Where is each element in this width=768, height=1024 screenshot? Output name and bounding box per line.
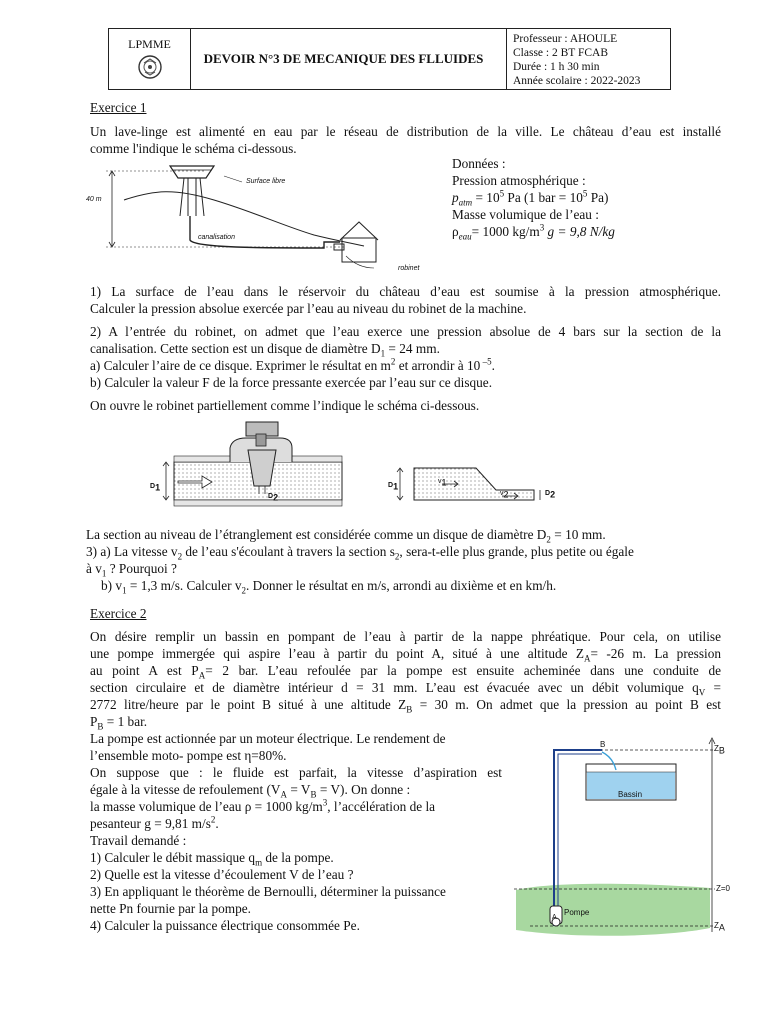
subscript: 2 — [273, 492, 279, 503]
text-run: = 30 m. On admet que la pression au point B est — [412, 697, 721, 712]
text-run: = 1 bar. — [103, 714, 148, 729]
subscript: B — [310, 789, 317, 800]
ex1-q2-line — [90, 341, 440, 358]
text-run: de l’eau s'écoulant à travers la section s — [182, 544, 395, 559]
text-run: D — [268, 493, 274, 500]
ex2-p2-line — [90, 799, 435, 816]
text-run: D — [388, 482, 394, 489]
exponent: 2 — [390, 356, 396, 367]
exponent: –5 — [480, 356, 492, 367]
ex1-intro-line: comme l'indique le schéma ci-dessous. — [90, 141, 297, 156]
fig2-d1-right-label — [388, 481, 399, 492]
fig1-surface-label: Surface libre — [246, 178, 286, 185]
subscript: 1 — [122, 585, 127, 596]
subscript: A — [584, 653, 591, 664]
fig1-robinet-label: robinet — [398, 265, 420, 272]
subscript: 1 — [393, 481, 399, 492]
text-run: pesanteur g = 9,81 m/s — [90, 816, 211, 831]
school-emblem-icon — [137, 54, 163, 80]
ex2-work-q1 — [90, 850, 334, 867]
fig3-a-label: A — [552, 914, 557, 921]
text-run: D — [545, 490, 551, 497]
school-name: LPMME — [128, 37, 171, 51]
ex2-p2-line: On suppose que : le fluide est parfait, la vitesse d’aspiration est — [90, 765, 502, 780]
text-run: au point A est P — [90, 663, 199, 678]
ex1-q3a-line — [86, 544, 634, 561]
text-run: = 1,3 m/s. Calculer v — [126, 578, 242, 593]
subscript: 2 — [503, 489, 509, 500]
rho-exponent: 3 — [539, 222, 545, 233]
subscript: B — [97, 721, 104, 732]
patm-rest: = 10 — [472, 190, 500, 205]
subscript: 1 — [155, 482, 161, 493]
text-run: 2772 litre/heure par le point B situé à une altitude Z — [90, 697, 407, 712]
ex1-q2a-line — [90, 358, 495, 375]
ex2-p1-line — [90, 697, 721, 714]
text-run: = 10 mm. — [550, 527, 606, 542]
ex1-q3a-line2 — [86, 561, 177, 578]
subscript: 2 — [394, 551, 400, 562]
ex2-p1-line: On désire remplir un bassin en pompant de l’eau à partir de la nappe phréatique. Pour cela, on utilise — [90, 629, 721, 644]
fig3-bassin-label: Bassin — [618, 790, 643, 799]
ex2-p2-line: La pompe est actionnée par un moteur électrique. Le rendement de — [90, 731, 446, 746]
fig3-zb-label — [714, 744, 725, 756]
subscript: 1 — [380, 348, 386, 359]
text-run: de la pompe. — [262, 850, 334, 865]
text-run: canalisation. Cette section est un disque de diamètre D — [90, 341, 381, 356]
fig3-za-label — [714, 921, 725, 933]
text-run: b) v — [101, 578, 123, 593]
ex2-p1-line — [90, 646, 721, 663]
text-run: = -26 m. La pression — [590, 646, 721, 661]
water-tower-diagram — [84, 160, 434, 272]
subscript: 2 — [550, 489, 556, 500]
text-run: Z — [714, 744, 719, 753]
text-run: et arrondir à 10 — [395, 358, 481, 373]
fig3-z0-label: Z=0 — [716, 884, 731, 893]
ex2-p2-line — [90, 816, 219, 833]
fig2-d2-right-label — [545, 489, 556, 500]
text-run: à v — [86, 561, 102, 576]
text-run: P — [90, 714, 98, 729]
text-run: section circulaire et de diamètre intérieur d = 31 mm. L’eau est évacuée avec un débit volumique q — [90, 680, 699, 695]
faucet-diagram — [142, 420, 562, 510]
fig1-canal-label: canalisation — [198, 234, 235, 241]
ex2-p2-line: l’ensemble moto- pompe est η=80%. — [90, 748, 287, 763]
document-title: DEVOIR N°3 DE MECANIQUE DES FLLUIDES — [191, 29, 507, 89]
rho-symbol: ρ — [452, 224, 459, 239]
info-line: Classe : 2 BT FCAB — [513, 47, 608, 59]
text-run: , l’accélération de la — [327, 799, 436, 814]
info-line: Durée : 1 h 30 min — [513, 61, 600, 73]
ex2-p1-line — [90, 714, 147, 731]
school-cell — [109, 29, 191, 89]
text-run: = V — [287, 782, 311, 797]
patm-subscript: atm — [458, 197, 473, 208]
text-run: 3) a) La vitesse v — [86, 544, 178, 559]
patm-symbol: p — [452, 190, 459, 205]
donnees-rho-value — [452, 224, 615, 241]
info-line: Professeur : AHOULE — [513, 33, 618, 45]
subscript: B — [406, 704, 413, 715]
text-run: v — [438, 478, 442, 485]
fig3-b-label: B — [600, 740, 606, 749]
ex2-work-title: Travail demandé : — [90, 833, 187, 848]
subscript: 2 — [546, 534, 551, 545]
fig1-height-label: 40 m — [86, 196, 102, 203]
text-run: = — [705, 680, 721, 695]
exponent: 3 — [322, 797, 328, 808]
subscript: A — [198, 670, 206, 681]
g-value: g = 9,8 N/kg — [544, 224, 615, 239]
subscript: A — [280, 789, 287, 800]
text-run: , sera-t-elle plus grande, plus petite ou égale — [399, 544, 634, 559]
text-run: v — [500, 490, 504, 497]
text-run: une pompe immergée qui aspire l’eau à partir du point A, situé à une altitude Z — [90, 646, 585, 661]
text-run: Z — [714, 921, 719, 930]
subscript: 2 — [241, 585, 247, 596]
subscript: B — [718, 745, 725, 756]
fig2-d1-label — [150, 482, 161, 493]
rho-subscript: eau — [458, 231, 472, 242]
ex1-q2b-line: b) Calculer la valeur F de la force pressante exercée par l’eau sur ce disque. — [90, 375, 493, 390]
exponent: 2 — [210, 814, 216, 825]
text-run: la masse volumique de l’eau ρ = 1000 kg/m — [90, 799, 323, 814]
ex1-q1-line: Calculer la pression absolue exercée par l’eau au niveau du robinet de la machine. — [90, 301, 527, 316]
text-run: La section au niveau de l’étranglement est considérée comme un disque de diamètre D — [86, 527, 547, 542]
ex1-q3-intro — [86, 527, 606, 544]
subscript: 2 — [177, 551, 183, 562]
exercise-2-heading: Exercice 2 — [90, 606, 147, 621]
pump-basin-diagram — [510, 732, 742, 944]
patm-end: Pa) — [587, 190, 609, 205]
ex2-work-q3: 3) En appliquant le théorème de Bernoulli, déterminer la puissance — [90, 884, 446, 899]
ex2-work-q3-cont: nette Pn fournie par la pompe. — [90, 901, 251, 916]
info-line: Année scolaire : 2022-2023 — [513, 75, 641, 87]
patm-exponent: 5 — [499, 188, 505, 199]
subscript: m — [255, 857, 263, 868]
ex2-work-q2: 2) Quelle est la vitesse d’écoulement V de l’eau ? — [90, 867, 354, 882]
donnees-patm-label: Pression atmosphérique : — [452, 173, 586, 188]
text-run: . — [215, 816, 219, 831]
fig2-d2-label — [268, 492, 279, 503]
text-run: ? Pourquoi ? — [106, 561, 177, 576]
donnees-patm-value — [452, 190, 608, 207]
patm-exponent: 5 — [582, 188, 588, 199]
ex2-p2-line — [90, 782, 410, 799]
ex1-q1-line: 1) La surface de l’eau dans le réservoir du château d’eau est soumise à la pression atmosphérique. — [90, 284, 721, 299]
text-run: 1) Calculer le débit massique q — [90, 850, 256, 865]
ex2-p1-line — [90, 663, 721, 680]
text-run: = V). On donne : — [316, 782, 411, 797]
header-table — [108, 28, 671, 90]
text-run: = 24 mm. — [385, 341, 440, 356]
info-cell — [507, 29, 670, 89]
text-run: a) Calculer l’aire de ce disque. Exprimer le résultat en m — [90, 358, 391, 373]
text-run: D — [150, 483, 156, 490]
donnees-title: Données : — [452, 156, 506, 171]
ex1-open-line: On ouvre le robinet partiellement comme l’indique le schéma ci-dessous. — [90, 398, 480, 413]
subscript: 1 — [101, 568, 107, 579]
text-run: = 2 bar. L’eau refoulée par la pompe est ensuite acheminée dans une conduite de — [205, 663, 721, 678]
ex1-intro-line: Un lave-linge est alimenté en eau par le réseau de distribution de la ville. Le château d’eau est installé — [90, 124, 721, 139]
text-run: . — [491, 358, 495, 373]
subscript: 1 — [441, 477, 447, 488]
subscript: V — [698, 687, 706, 698]
text-run: égale à la vitesse de refoulement (V — [90, 782, 281, 797]
rho-rest: = 1000 kg/m — [471, 224, 540, 239]
text-run: . Donner le résultat en m/s, arrondi au dixième et en km/h. — [246, 578, 557, 593]
exercise-1-heading: Exercice 1 — [90, 100, 147, 115]
fig2-v1-label — [438, 477, 447, 488]
ex2-work-q4: 4) Calculer la puissance électrique consommée Pe. — [90, 918, 360, 933]
ex2-p1-line — [90, 680, 721, 697]
donnees-rho-label: Masse volumique de l’eau : — [452, 207, 599, 222]
fig2-v2-label — [500, 489, 509, 500]
fig3-pompe-label: Pompe — [564, 908, 590, 917]
patm-tail: Pa (1 bar = 10 — [504, 190, 583, 205]
ex1-q3b-line — [101, 578, 556, 595]
subscript: A — [718, 922, 725, 933]
ex1-q2-line: 2) A l’entrée du robinet, on admet que l’eau exerce une pression absolue de 4 bars sur la section de la — [90, 324, 721, 339]
